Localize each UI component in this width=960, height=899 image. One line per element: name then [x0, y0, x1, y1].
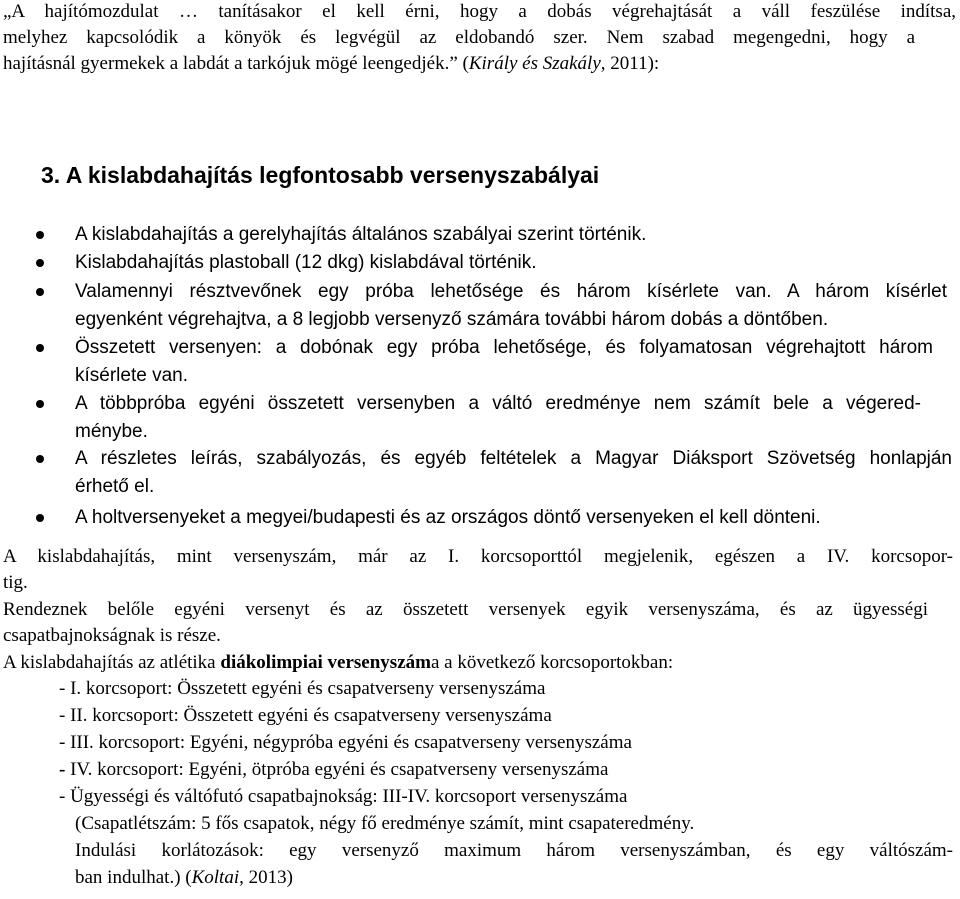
- category-item-3: - III. korcsoport: Egyéni, négypróba egyéni és csapatverseny versenyszáma: [59, 732, 632, 753]
- bullet-dot: [36, 288, 44, 296]
- bullet-item-5-line-2: ménybe.: [75, 421, 148, 442]
- note-line-3: [75, 866, 293, 890]
- section-heading: 3. A kislabdahajítás legfontosabb versenyszabályai: [41, 162, 600, 188]
- bullet-item-7: A holtversenyeket a megyei/budapesti és az országos döntő versenyeken el kell dönteni.: [75, 507, 821, 528]
- citation-year: , 2011):: [600, 53, 660, 74]
- quote-line-3: [3, 52, 659, 76]
- category-item-5: - Ügyességi és váltófutó csapatbajnokság: III-IV. korcsoport versenyszáma: [59, 786, 628, 807]
- bullet-item-6-line-1: A részletes leírás, szabályozás, és egyéb feltételek a Magyar Diáksport Szövetség honlapján: [75, 448, 952, 469]
- note-text: ban indulhat.) (: [75, 867, 192, 888]
- note-citation-author: Koltai: [191, 867, 240, 888]
- quote-line-2: melyhez kapcsolódik a könyök és legvégül az eldobandó szer. Nem szabad megengedni, hogy a: [3, 27, 915, 48]
- paragraph-1-line-1: A kislabdahajítás, mint versenyszám, már az I. korcsoporttól megjelenik, egészen a IV. korcsopor-: [3, 546, 953, 567]
- paragraph-2-line-1: Rendeznek belőle egyéni versenyt és az összetett versenyek egyik versenyszáma, és az ügyességi: [3, 599, 928, 620]
- category-item-2: - II. korcsoport: Összetett egyéni és csapatverseny versenyszáma: [59, 705, 552, 726]
- bullet-dot: [36, 344, 44, 352]
- bullet-item-1: A kislabdahajítás a gerelyhajítás általános szabályai szerint történik.: [75, 224, 647, 245]
- category-item-4-text: IV. korcsoport: Egyéni, ötpróba egyéni és csapatverseny versenyszáma: [65, 759, 609, 780]
- bullet-dot: [36, 514, 44, 522]
- paragraph-3-text: A kislabdahajítás az atlétika: [3, 652, 221, 673]
- paragraph-3-text-end: a a következő korcsoportokban:: [430, 652, 674, 673]
- bullet-item-3-line-2: egyenként végrehajtva, a 8 legjobb versenyző számára további három dobás a döntőben.: [75, 309, 829, 330]
- quote-line-1: „A hajítómozdulat … tanításakor el kell érni, hogy a dobás végrehajtását a váll feszülése indítsa,: [3, 1, 956, 22]
- paragraph-3-emphasis: diákolimpiai versenyszám: [220, 652, 431, 673]
- bullet-dot: [36, 455, 44, 463]
- citation-author: Király és Szakály: [468, 53, 601, 74]
- quote-text: hajításnál gyermekek a labdát a tarkójuk mögé leengedjék.” (: [3, 53, 469, 74]
- bullet-dot: [36, 259, 44, 267]
- note-citation-year: , 2013): [239, 867, 293, 888]
- paragraph-2-line-2: csapatbajnokságnak is része.: [3, 625, 221, 646]
- bullet-item-2: Kislabdahajítás plastoball (12 dkg) kislabdával történik.: [75, 252, 537, 273]
- bullet-item-5-line-1: A többpróba egyéni összetett versenyben a váltó eredménye nem számít bele a végered-: [75, 393, 921, 414]
- paragraph-1-line-2: tig.: [3, 572, 28, 593]
- bullet-item-4-line-2: kísérlete van.: [75, 365, 188, 386]
- note-line-1: (Csapatlétszám: 5 fős csapatok, négy fő eredménye számít, mint csapateredmény.: [75, 813, 695, 834]
- note-line-2: Indulási korlátozások: egy versenyző maximum három versenyszámban, és egy váltószám-: [75, 840, 953, 861]
- category-item-1: - I. korcsoport: Összetett egyéni és csapatverseny versenyszáma: [59, 678, 546, 699]
- category-item-4-dash: -: [59, 759, 66, 780]
- bullet-item-4-line-1: Összetett versenyen: a dobónak egy próba lehetősége, és folyamatosan végrehajtott három: [75, 337, 933, 358]
- paragraph-3: [3, 651, 673, 675]
- bullet-dot: [36, 231, 44, 239]
- bullet-item-6-line-2: érhető el.: [75, 476, 155, 497]
- bullet-item-3-line-1: Valamennyi résztvevőnek egy próba lehetősége és három kísérlete van. A három kísérlet: [75, 281, 947, 302]
- bullet-dot: [36, 400, 44, 408]
- category-item-4: [59, 758, 608, 782]
